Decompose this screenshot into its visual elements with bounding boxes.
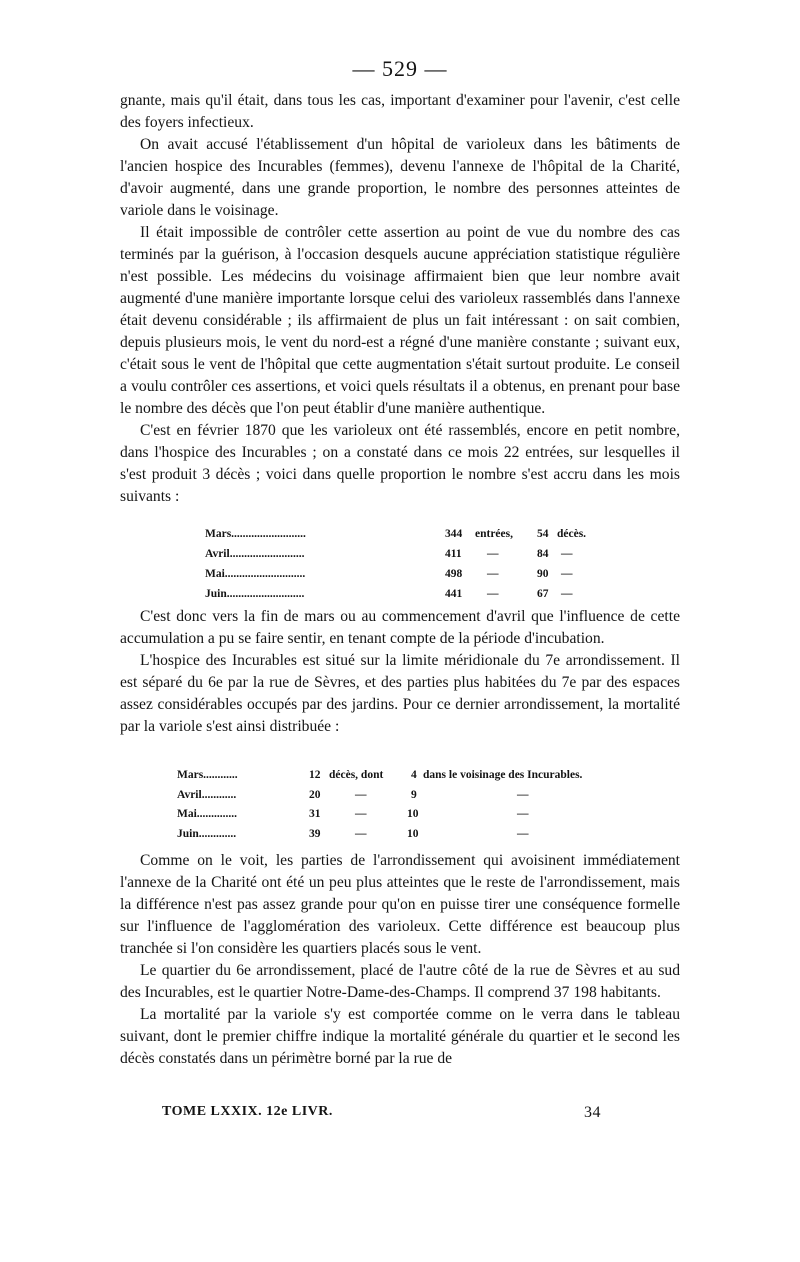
month-cell: Mars............ bbox=[177, 769, 238, 781]
entries-cell: 441 bbox=[445, 588, 463, 600]
text-block-top bbox=[120, 90, 680, 508]
deaths-unit-cell: — bbox=[355, 808, 367, 820]
table-row bbox=[205, 584, 605, 604]
text-block-bottom bbox=[120, 850, 680, 1070]
near-count-cell: 10 bbox=[407, 827, 419, 840]
month-cell: Avril............ bbox=[177, 788, 237, 801]
entries-unit-cell: entrées, bbox=[475, 528, 513, 540]
paragraph: On avait accusé l'établissement d'un hôpital de varioleux dans les bâtiments de l'ancien hospice des Incurables (femmes), devenu l'annexe de l'hôpital de la Charité, d'avoir augmenté, dans une grande proportion, le nombre des personnes atteintes de variole dans le voisinage. bbox=[120, 136, 680, 219]
month-cell: Avril.......................... bbox=[205, 548, 305, 560]
paragraph: gnante, mais qu'il était, dans tous les cas, important d'examiner pour l'avenir, c'est celle des foyers infectieux. bbox=[120, 92, 680, 131]
page-footer bbox=[162, 1104, 622, 1120]
table-row bbox=[177, 805, 637, 825]
table-row bbox=[177, 825, 637, 845]
table-row bbox=[177, 786, 637, 806]
table-row bbox=[177, 766, 637, 786]
table-row bbox=[205, 524, 605, 544]
deaths-cell: 84 bbox=[537, 548, 549, 560]
deaths-cell: 20 bbox=[309, 788, 321, 801]
deaths-cell: 67 bbox=[537, 588, 549, 600]
table-row bbox=[205, 564, 605, 584]
entries-unit-cell: — bbox=[487, 568, 499, 580]
entries-unit-cell: — bbox=[487, 548, 499, 560]
paragraph: Comme on le voit, les parties de l'arrondissement qui avoisinent immédiatement l'annexe de la Charité ont été un peu plus atteintes que le reste de l'arrondissement, mais la différence n'est pas assez grande pour qu'on en puisse tirer une conséquence formelle sur l'influence de l'agglomération des varioleux. Cette différence est beaucoup plus tranchée si l'on considère les quartiers placés sous le vent. bbox=[120, 852, 680, 957]
deaths-cell: 39 bbox=[309, 827, 321, 840]
near-text-cell: — bbox=[517, 788, 529, 801]
deaths-unit-cell: décès, dont bbox=[329, 769, 384, 781]
entries-unit-cell: — bbox=[487, 588, 499, 600]
table-row bbox=[205, 544, 605, 564]
paragraph: C'est en février 1870 que les varioleux ont été rassemblés, encore en petit nombre, dans l'hospice des Incurables ; on a constaté dans ce mois 22 entrées, sur lesquelles il s'est produit 3 décès ; voici dans quelle proportion le nombre s'est accru dans les mois suivants : bbox=[120, 422, 680, 505]
month-cell: Mai............................ bbox=[205, 568, 306, 580]
entries-cell: 498 bbox=[445, 568, 463, 580]
paragraph: Le quartier du 6e arrondissement, placé de l'autre côté de la rue de Sèvres et au sud des Incurables, est le quartier Notre-Dame-des-Champs. Il comprend 37 198 habitants. bbox=[120, 962, 680, 1001]
near-count-cell: 10 bbox=[407, 808, 419, 820]
entries-deaths-table bbox=[205, 524, 605, 604]
deaths-unit-cell: — bbox=[561, 568, 573, 580]
paragraph: L'hospice des Incurables est situé sur la limite méridionale du 7e arrondissement. Il est séparé du 6e par la rue de Sèvres, et des parties plus habitées du 7e par des espaces assez considérables occupés par des jardins. Pour ce dernier arrondissement, la mortalité par la variole s'est ainsi distribuée : bbox=[120, 652, 680, 735]
deaths-unit-cell: — bbox=[355, 827, 367, 840]
text-block-mid bbox=[120, 606, 680, 738]
paragraph: La mortalité par la variole s'y est comportée comme on le verra dans le tableau suivant, dont le premier chiffre indique la mortalité générale du quartier et le second les décès constatés dans un périmètre borné par la rue de bbox=[120, 1006, 680, 1067]
paragraph: Il était impossible de contrôler cette assertion au point de vue du nombre des cas terminés par la guérison, à l'occasion desquels aucune appréciation statistique régulière n'est possible. Les médecins du voisinage affirmaient bien que leur nombre avait augmenté d'une manière importante lorsque celui des varioleux rassemblés dans l'annexe était devenu considérable ; ils affirmaient de plus un fait intéressant : on sait combien, depuis plusieurs mois, le vent du nord-est a régné d'une manière constante ; suivant eux, c'était sous le vent de l'hôpital que cette augmentation s'était surtout produite. Le conseil a voulu contrôler ces assertions, et voici quels résultats il a obtenus, en prenant pour base le nombre des décès que l'on peut établir d'une manière authentique. bbox=[120, 224, 680, 417]
deaths-unit-cell: — bbox=[355, 788, 367, 801]
deaths-cell: 31 bbox=[309, 808, 321, 820]
month-cell: Mars.......................... bbox=[205, 528, 306, 540]
month-cell: Juin............. bbox=[177, 827, 237, 840]
near-count-cell: 9 bbox=[411, 788, 417, 801]
entries-cell: 411 bbox=[445, 548, 462, 560]
deaths-cell: 12 bbox=[309, 769, 321, 781]
sheet-number: 34 bbox=[584, 1104, 601, 1121]
near-text-cell: — bbox=[517, 808, 529, 820]
deaths-cell: 90 bbox=[537, 568, 549, 580]
arrondissement-deaths-table bbox=[177, 766, 637, 844]
near-count-cell: 4 bbox=[411, 769, 417, 781]
deaths-unit-cell: — bbox=[561, 548, 573, 560]
entries-cell: 344 bbox=[445, 528, 463, 540]
near-text-cell: dans le voisinage des Incurables. bbox=[423, 769, 583, 781]
deaths-cell: 54 bbox=[537, 528, 549, 540]
volume-label: TOME LXXIX. 12e LIVR. bbox=[162, 1104, 333, 1119]
deaths-unit-cell: décès. bbox=[557, 528, 587, 540]
near-text-cell: — bbox=[517, 827, 529, 840]
paragraph: C'est donc vers la fin de mars ou au commencement d'avril que l'influence de cette accumulation a pu se faire sentir, en tenant compte de la période d'incubation. bbox=[120, 608, 680, 647]
page-number: — 529 — bbox=[352, 56, 448, 81]
month-cell: Mai.............. bbox=[177, 808, 238, 820]
month-cell: Juin........................... bbox=[205, 588, 305, 600]
deaths-unit-cell: — bbox=[561, 588, 573, 600]
